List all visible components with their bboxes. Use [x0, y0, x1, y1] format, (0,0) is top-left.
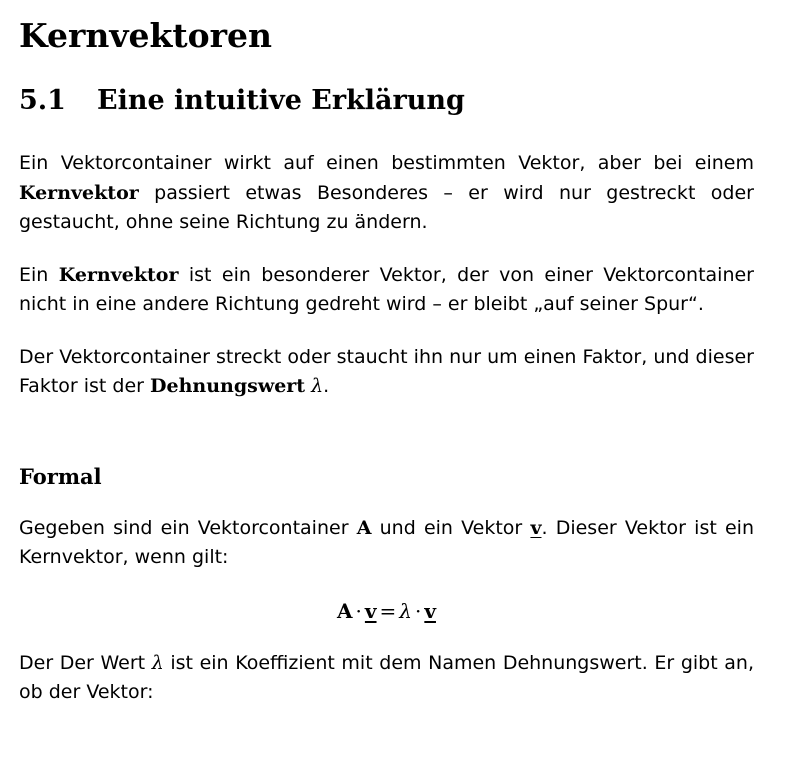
paragraph-4-text-c: . Dieser Vektor ist ein Kernvektor, wenn gilt: — [19, 516, 754, 568]
equation-lambda: λ — [399, 598, 412, 623]
equation-dot: · — [355, 598, 362, 623]
eigenvector-equation — [19, 596, 754, 626]
equation-matrix: A — [337, 598, 353, 623]
paragraph-4-text-b: und ein Vektor — [371, 516, 531, 539]
lambda-symbol: λ — [151, 651, 164, 674]
paragraph-1-text-a: Ein Vektorcontainer wirkt auf einen bestimmten Vektor, aber bei einem — [19, 152, 754, 174]
equation-equals: = — [379, 598, 397, 623]
term-dehnungswert: Dehnungswert — [150, 375, 306, 397]
document-page — [19, 0, 754, 708]
paragraph-3-text-a: Der Vektorcontainer streckt oder staucht ihn nur um einen Faktor, und dieser Faktor ist der — [19, 345, 754, 397]
section-heading — [19, 84, 754, 118]
paragraph-4 — [19, 514, 754, 573]
paragraph-3 — [19, 343, 754, 402]
paragraph-2-text-a: Ein — [19, 263, 59, 286]
equation-vector: v — [364, 598, 377, 623]
equation-dot: · — [414, 598, 422, 623]
matrix-symbol: A — [356, 516, 372, 539]
paragraph-3-text-c: . — [323, 375, 330, 397]
lambda-symbol: λ — [311, 375, 324, 397]
paragraph-4-text-a: Gegeben sind ein Vektorcontainer — [19, 516, 357, 539]
paragraph-1 — [19, 149, 754, 238]
paragraph-2 — [19, 261, 754, 320]
equation-vector: v — [424, 598, 436, 623]
paragraph-2-text-c: ist ein besonderer Vektor, der von einer Vektorcontainer nicht in eine andere Richtung gedreht wird – er bleibt „auf seiner Spur“. — [19, 263, 754, 315]
formal-heading: Formal — [19, 463, 102, 489]
paragraph-5 — [19, 649, 754, 708]
term-kernvektor: Kernvektor — [19, 181, 139, 204]
term-kernvektor: Kernvektor — [58, 263, 179, 286]
section-title: Eine intuitive Erklärung — [97, 85, 465, 116]
chapter-title: Kernvektoren — [19, 16, 272, 55]
section-number: 5.1 — [19, 85, 66, 116]
vector-symbol: v — [530, 516, 542, 539]
paragraph-5-text-b: ist ein Koeffizient mit dem Namen Dehnungswert. Er gibt an, ob der Vektor: — [19, 651, 754, 703]
paragraph-1-text-c: passiert etwas Besonderes – er wird nur gestreckt oder gestaucht, ohne seine Richtung zu ändern. — [19, 181, 754, 233]
paragraph-5-text-a: Der Der Wert — [19, 651, 152, 674]
